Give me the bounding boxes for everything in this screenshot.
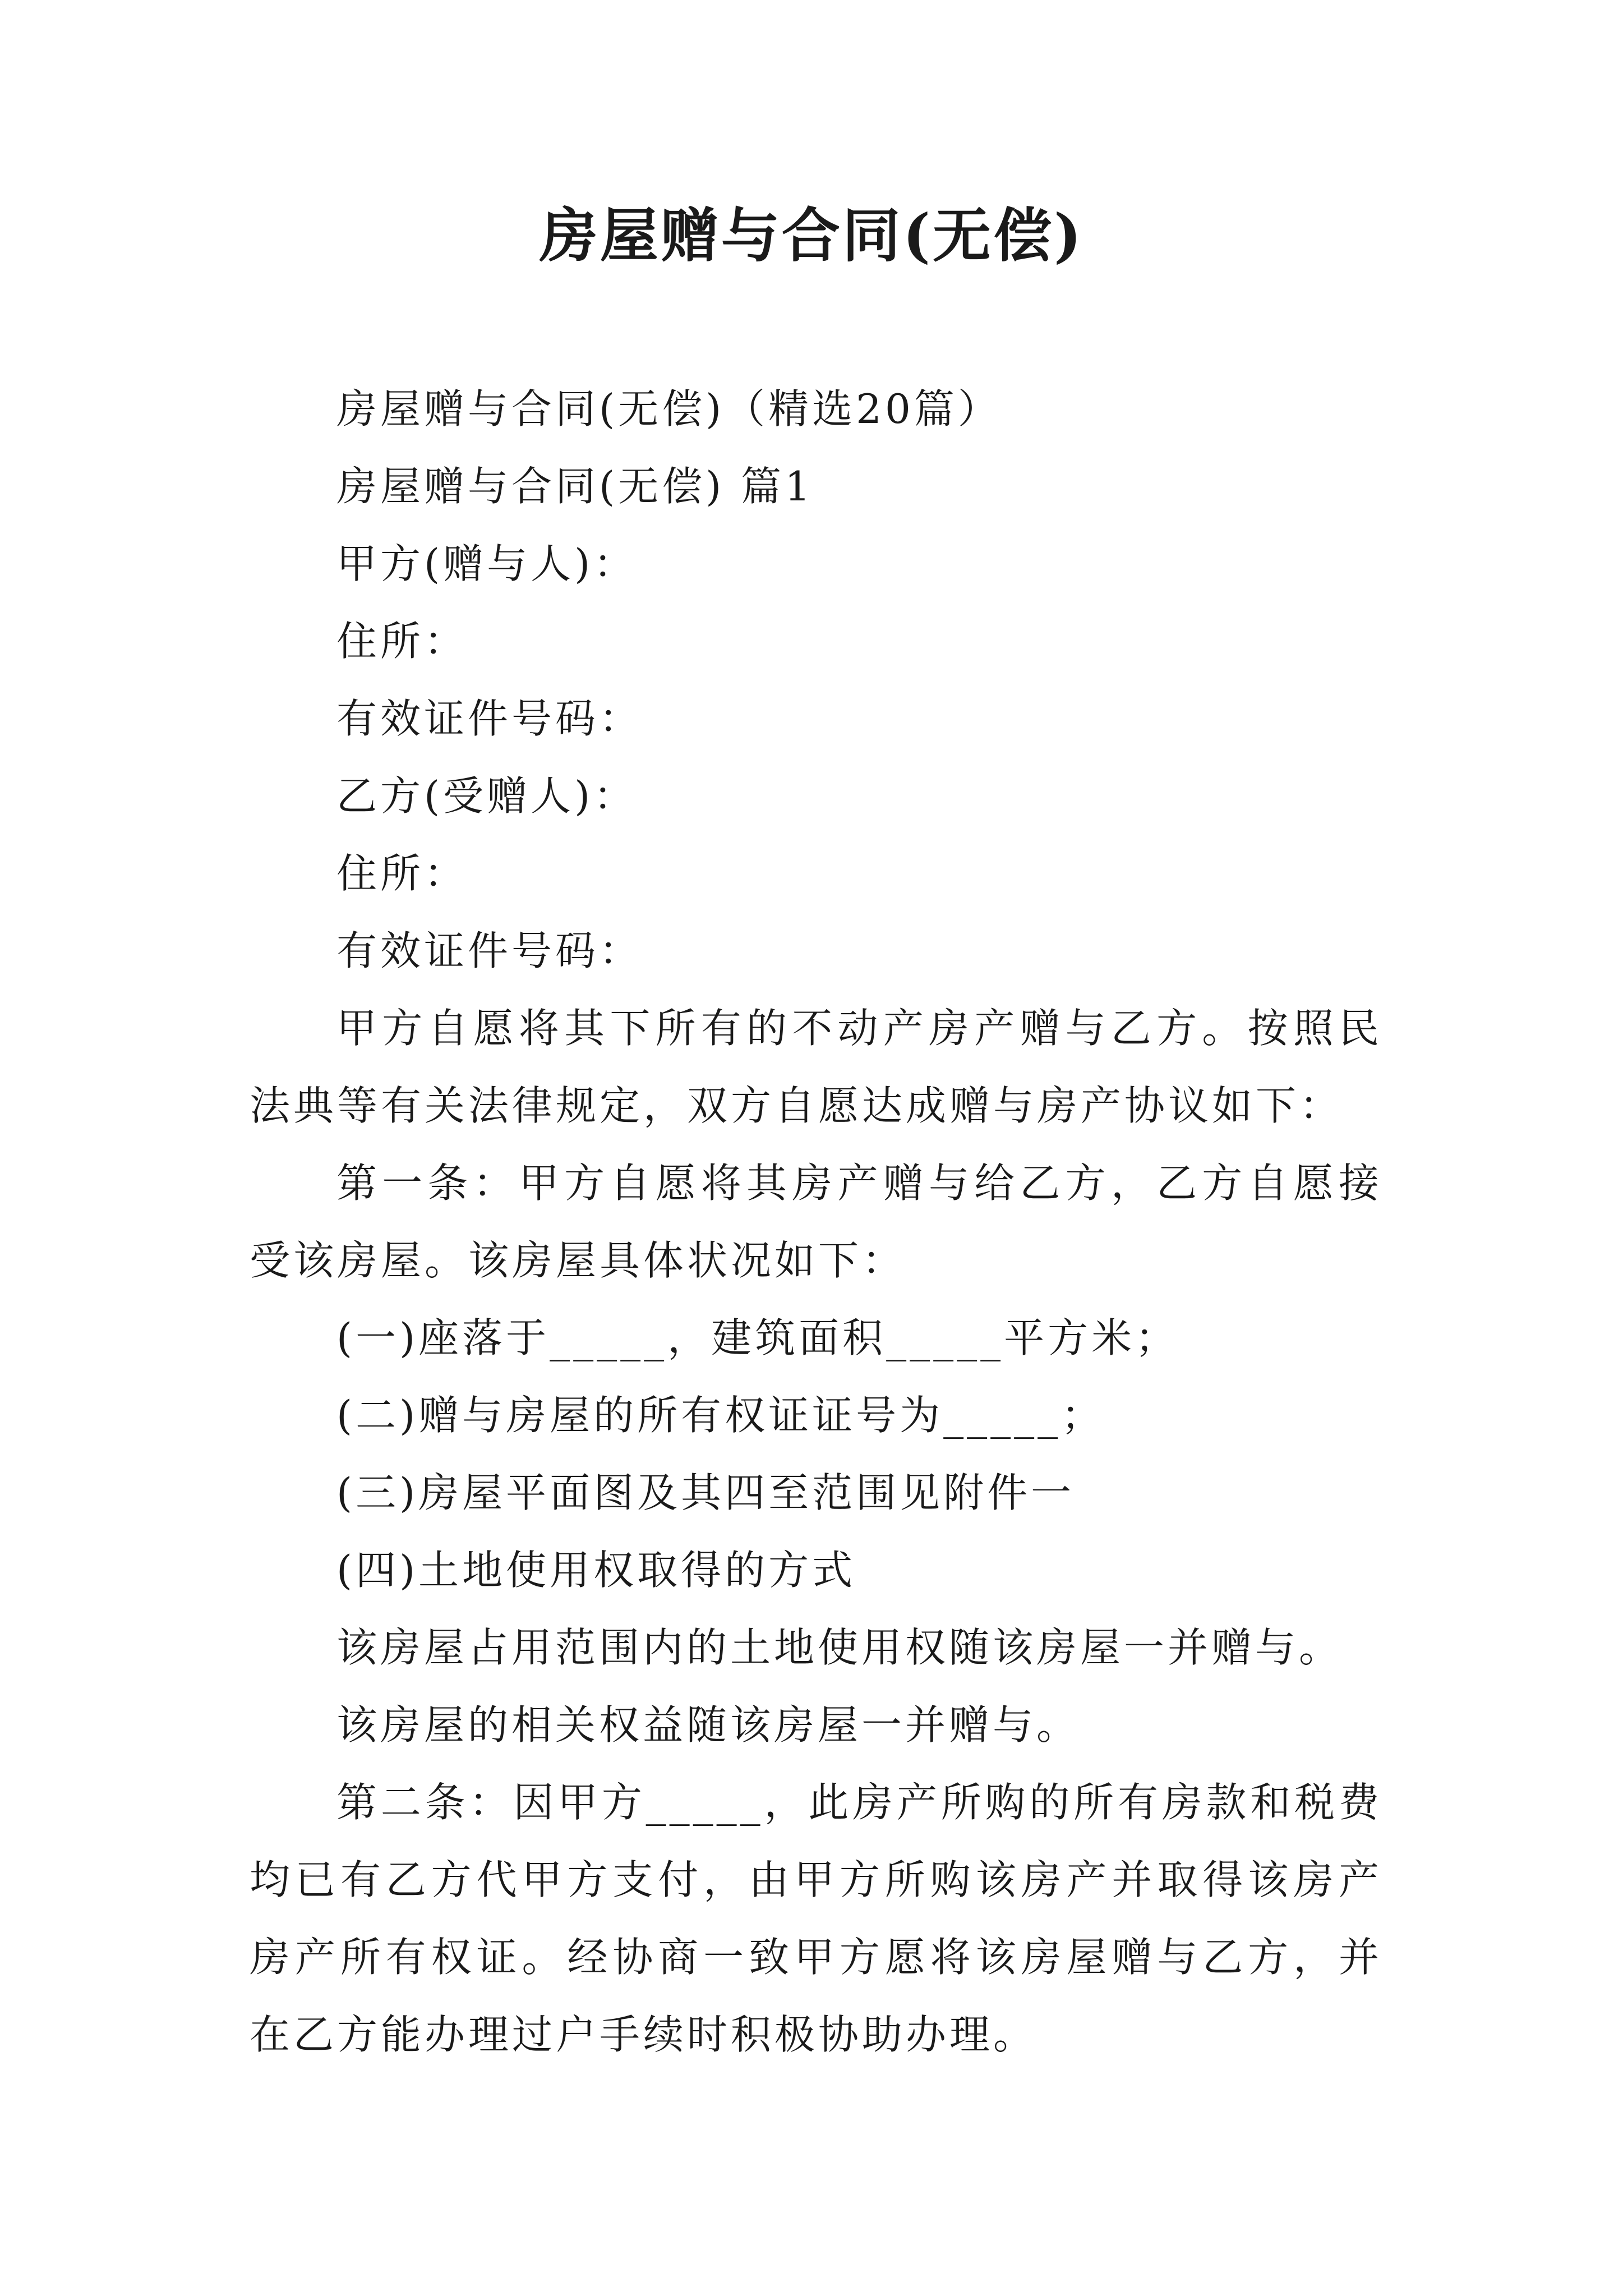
- party-b-id-number: 有效证件号码：: [336, 927, 643, 974]
- item-4-paragraph: (四)土地使用权取得的方式: [336, 1547, 856, 1594]
- party-b-label: 乙方(受赠人)：: [336, 772, 638, 820]
- article-1-paragraph: 第一条：甲方自愿将其房产赠与给乙方，乙方自愿接受该房屋。该房屋具体状况如下：: [250, 1159, 1382, 1284]
- party-a-address: 住所：: [336, 618, 468, 665]
- land-use-paragraph: 该房屋占用范围内的土地使用权随该房屋一并赠与。: [336, 1624, 1343, 1671]
- article-2-paragraph: 第二条：因甲方_____，此房产所购的所有房款和税费均已有乙方代甲方支付，由甲方所购该房产并取得该房产房产所有权证。经协商一致甲方愿将该房屋赠与乙方，并在乙方能办理过户手续时积极协助办理。: [250, 1779, 1382, 2058]
- preamble-paragraph: 甲方自愿将其下所有的不动产房产赠与乙方。按照民法典等有关法律规定，双方自愿达成赠与房产协议如下：: [250, 1005, 1382, 1129]
- party-a-label: 甲方(赠与人)：: [336, 540, 638, 587]
- document-title: 房屋赠与合同(无偿): [539, 201, 1084, 270]
- item-1-paragraph: (一)座落于_____，建筑面积_____平方米；: [336, 1314, 1179, 1361]
- document-body: [250, 370, 1382, 2073]
- party-a-id-number: 有效证件号码：: [336, 695, 643, 742]
- item-3-paragraph: (三)房屋平面图及其四至范围见附件一: [336, 1469, 1075, 1516]
- party-b-address: 住所：: [336, 850, 468, 897]
- section-heading: 房屋赠与合同(无偿) 篇1: [336, 463, 814, 510]
- subtitle-paragraph: 房屋赠与合同(无偿)（精选20篇）: [336, 385, 1002, 432]
- item-2-paragraph: (二)赠与房屋的所有权证证号为_____；: [336, 1392, 1105, 1439]
- related-rights-paragraph: 该房屋的相关权益随该房屋一并赠与。: [336, 1701, 1081, 1749]
